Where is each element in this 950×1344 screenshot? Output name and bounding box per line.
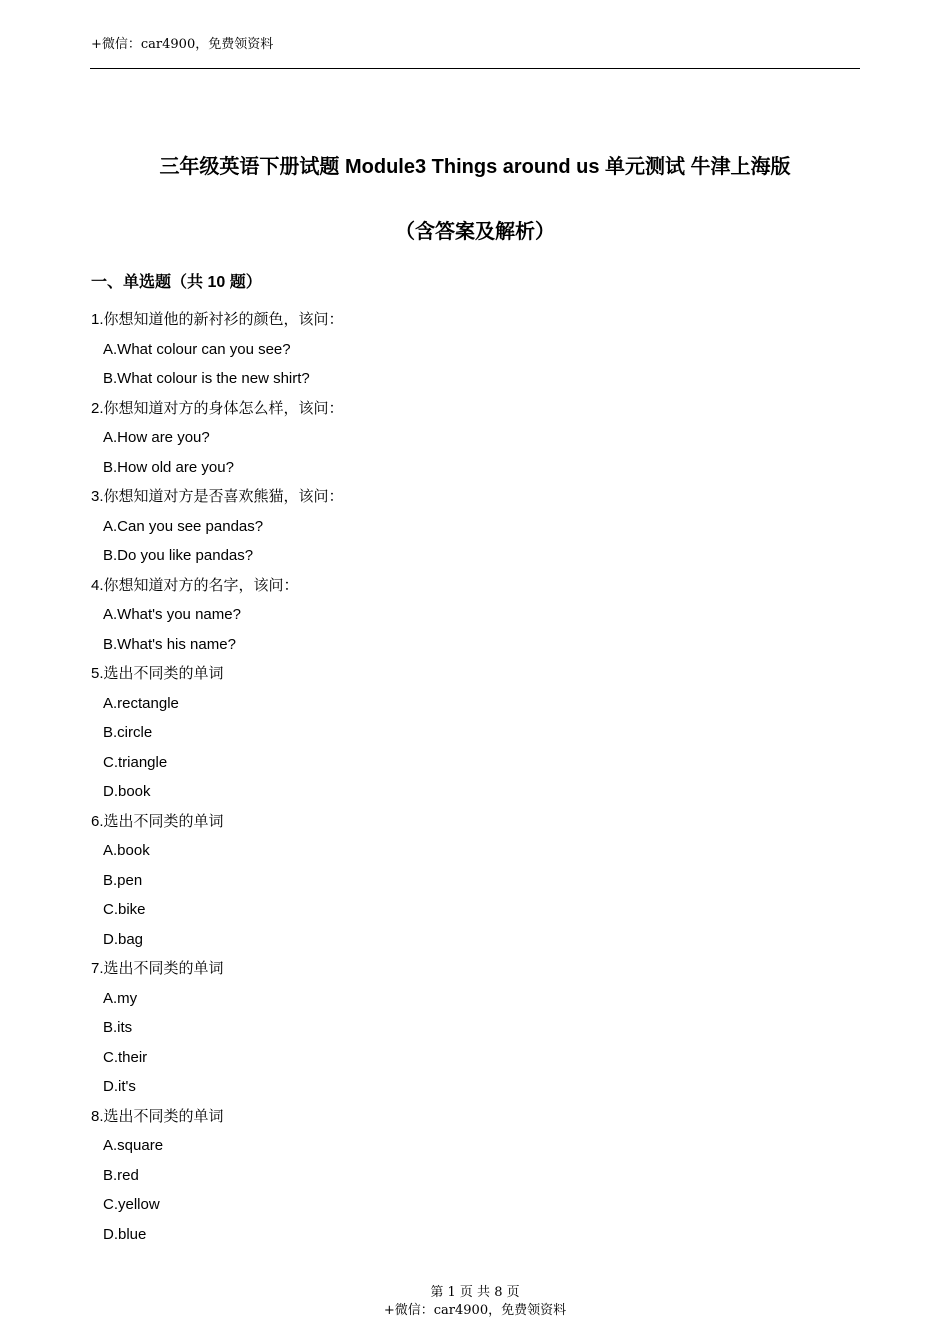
answer-option: C.their bbox=[103, 1048, 148, 1066]
question-item bbox=[91, 1102, 851, 1250]
question-number: 8. bbox=[91, 1107, 104, 1125]
question-stem bbox=[91, 394, 851, 424]
answer-option: A.Can you see pandas? bbox=[103, 517, 264, 535]
header-divider bbox=[90, 68, 860, 69]
question-item bbox=[91, 394, 851, 483]
footer-contact-text: +微信：car4900，免费领资料 bbox=[383, 1303, 567, 1318]
question-stem bbox=[91, 1102, 851, 1132]
answer-option: A.What colour can you see? bbox=[103, 340, 291, 358]
question-number: 4. bbox=[91, 576, 104, 594]
answer-option: B.pen bbox=[103, 871, 143, 889]
section-heading: 一、单选题（共 10 题） bbox=[91, 274, 262, 291]
document-subtitle: （含答案及解析） bbox=[395, 221, 555, 243]
question-text: 你想知道对方是否喜欢熊猫，该问： bbox=[103, 487, 344, 505]
answer-option: A.my bbox=[103, 989, 138, 1007]
answer-option: C.yellow bbox=[103, 1196, 160, 1213]
question-stem bbox=[91, 482, 851, 512]
answer-option: B.What colour is the new shirt? bbox=[103, 370, 310, 387]
answer-option: A.square bbox=[103, 1137, 164, 1154]
question-number: 3. bbox=[91, 488, 104, 505]
answer-option: A.What's you name? bbox=[103, 606, 241, 623]
answer-option: D.blue bbox=[103, 1225, 147, 1243]
page-indicator: 第 1 页 共 8 页 bbox=[430, 1285, 520, 1300]
question-item bbox=[91, 659, 851, 807]
question-number: 1. bbox=[91, 311, 104, 328]
question-stem bbox=[91, 807, 851, 837]
question-text: 选出不同类的单词 bbox=[103, 959, 224, 977]
answer-option: C.bike bbox=[103, 901, 146, 918]
question-number: 7. bbox=[91, 960, 104, 977]
answer-option: D.book bbox=[103, 783, 151, 800]
answer-option: A.rectangle bbox=[103, 694, 179, 712]
question-text: 你想知道对方的名字，该问： bbox=[103, 575, 299, 594]
question-text: 选出不同类的单词 bbox=[103, 664, 224, 682]
question-text: 选出不同类的单词 bbox=[103, 1106, 224, 1125]
question-number: 5. bbox=[91, 665, 104, 682]
answer-option: C.triangle bbox=[103, 753, 168, 771]
question-item bbox=[91, 807, 851, 955]
question-item bbox=[91, 482, 851, 571]
answer-option: B.circle bbox=[103, 724, 153, 741]
question-stem bbox=[91, 954, 851, 984]
question-list bbox=[91, 305, 851, 1249]
answer-option: D.bag bbox=[103, 930, 144, 948]
question-stem bbox=[91, 571, 851, 601]
header-contact-text: +微信：car4900，免费领资料 bbox=[91, 37, 274, 52]
question-stem bbox=[91, 659, 851, 689]
question-text: 你想知道他的新衬衫的颜色，该问： bbox=[103, 310, 344, 328]
question-item bbox=[91, 305, 851, 394]
answer-option: B.its bbox=[103, 1019, 133, 1036]
answer-option: B.How old are you? bbox=[103, 458, 234, 476]
answer-option: B.Do you like pandas? bbox=[103, 547, 254, 564]
answer-option: D.it's bbox=[103, 1078, 136, 1095]
answer-option: B.What's his name? bbox=[103, 635, 236, 653]
question-stem bbox=[91, 305, 851, 335]
question-number: 6. bbox=[91, 812, 104, 830]
question-number: 2. bbox=[91, 399, 104, 417]
question-text: 选出不同类的单词 bbox=[103, 811, 224, 830]
answer-option: A.book bbox=[103, 842, 150, 859]
question-text: 你想知道对方的身体怎么样，该问： bbox=[103, 398, 344, 417]
answer-option: B.red bbox=[103, 1166, 139, 1184]
question-item bbox=[91, 954, 851, 1102]
question-item bbox=[91, 571, 851, 660]
document-title: 三年级英语下册试题 Module3 Things around us 单元测试 牛津上海版 bbox=[159, 156, 791, 178]
answer-option: A.How are you? bbox=[103, 429, 210, 446]
